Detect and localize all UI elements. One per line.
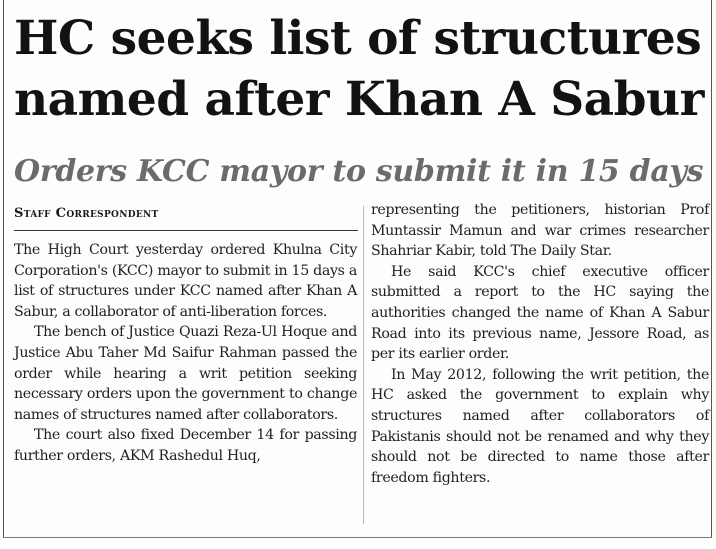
article-column-1 — [14, 240, 357, 467]
paragraph-2: The bench of Justice Quazi Reza-Ul Hoque and Justice Abu Taher Md Saifur Rahman passed the order while hearing a writ petition seeking necessary orders upon the government to change names of structures named after collaborators. — [14, 324, 357, 423]
byline-rule — [14, 230, 358, 231]
headline-line-2: named after Khan A Sabur — [14, 72, 704, 127]
clipping-bottom-border — [3, 537, 712, 538]
paragraph-4: He said KCC's chief executive officer submitted a report to the HC saying the authorities changed the name of Khan A Sabur Road into its previous name, Jessore Road, as per its earlier order. — [371, 263, 709, 363]
headline — [14, 8, 704, 130]
paragraph-1: The High Court yesterday ordered Khulna City Corporation's (KCC) mayor to submit in 15 days a list of structures under KCC named after Khan A Sabur, a collaborator of anti-liberation forces. — [14, 242, 357, 320]
clipping-left-border — [3, 0, 4, 537]
paragraph-3: The court also fixed December 14 for passing further orders, AKM Rashedul Huq, — [14, 427, 357, 464]
column-divider — [363, 206, 364, 524]
clipping-right-border — [711, 0, 712, 537]
paragraph-5: In May 2012, following the writ petition, the HC asked the government to explain why structures named after collaborators of Pakistanis should not be renamed and why they should not be directed to name those after freedom fighters. — [371, 366, 709, 486]
subheadline: Orders KCC mayor to submit it in 15 days — [14, 154, 704, 189]
headline-line-1: HC seeks list of structures — [14, 11, 702, 66]
paragraph-3-continued: representing the petitioners, historian Prof Muntassir Mamun and war crimes researcher Shahriar Kabir, told The Daily Star. — [371, 202, 709, 260]
article-column-2 — [371, 200, 709, 488]
byline: Staff Correspondent — [14, 206, 159, 221]
